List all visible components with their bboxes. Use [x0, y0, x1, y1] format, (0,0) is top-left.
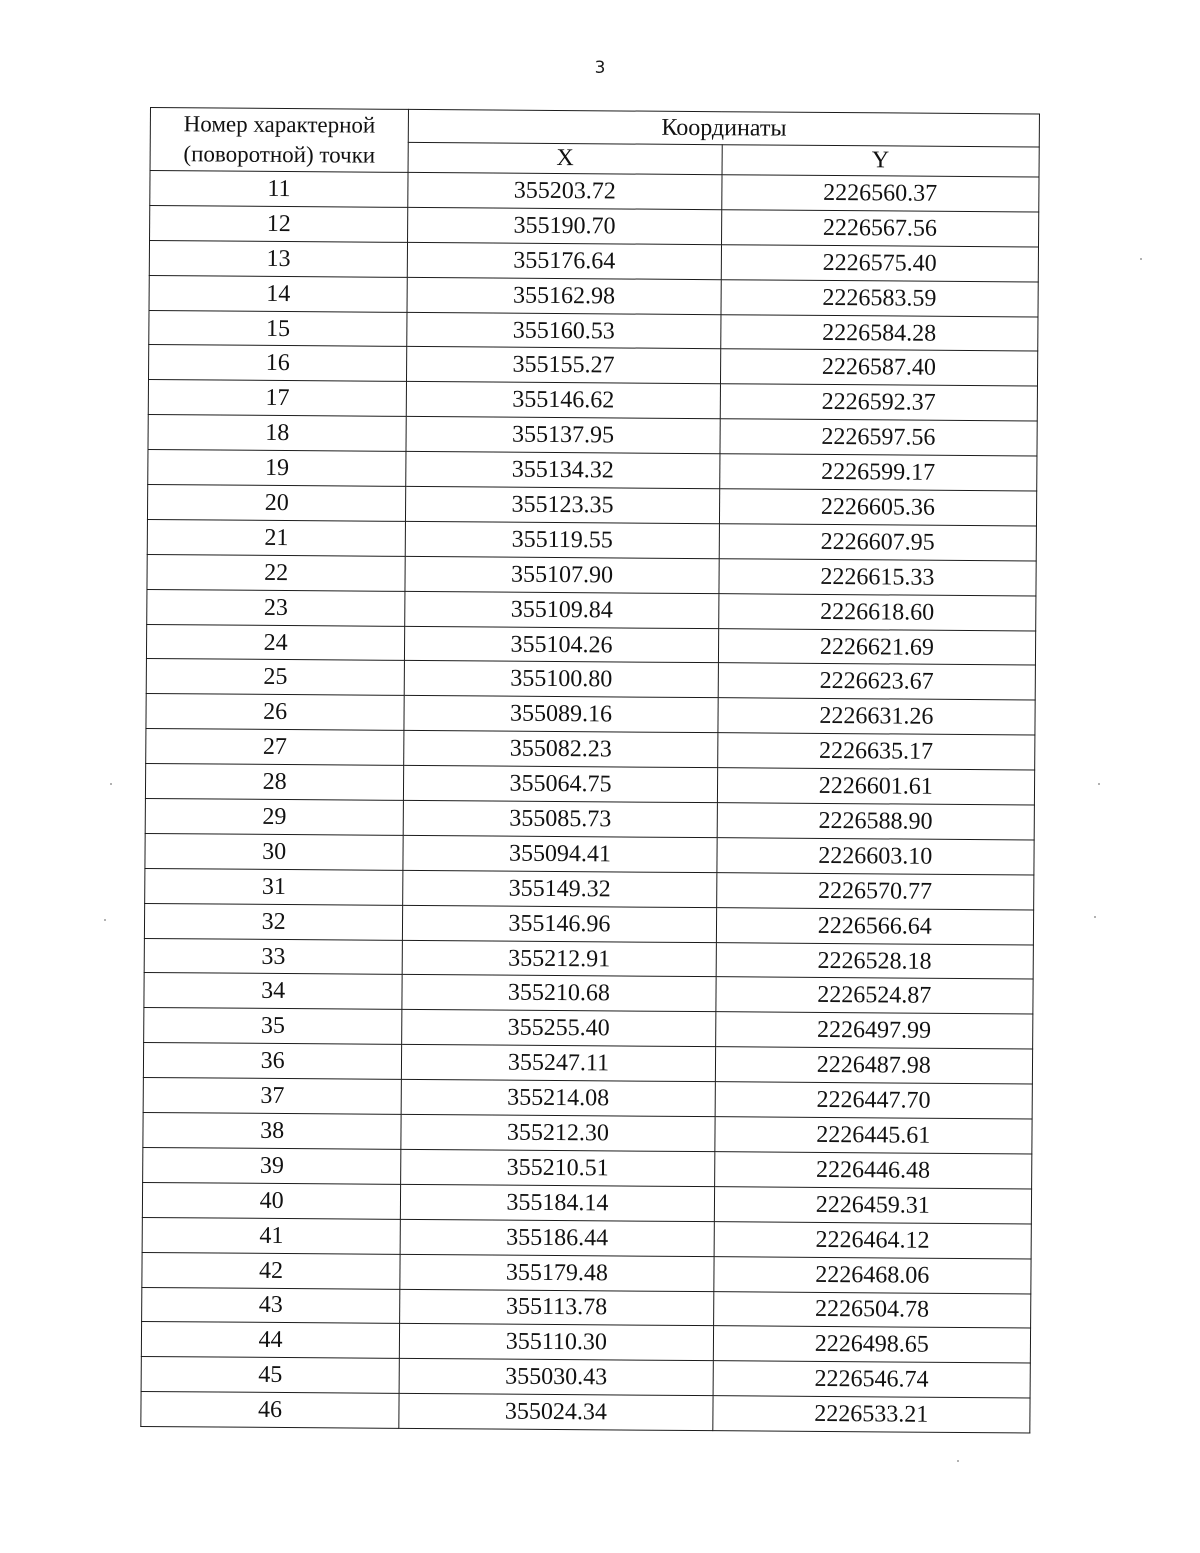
x-coordinate-cell: 355255.40	[402, 1010, 716, 1047]
y-coordinate-cell: 2226587.40	[720, 349, 1038, 386]
y-coordinate-cell: 2226546.74	[713, 1361, 1031, 1398]
x-coordinate-cell: 355024.34	[399, 1394, 713, 1431]
y-coordinate-cell: 2226566.64	[716, 907, 1034, 944]
point-number-cell: 20	[147, 485, 406, 522]
coordinates-table	[140, 107, 1040, 1434]
y-coordinate-cell: 2226635.17	[717, 733, 1035, 770]
point-number-cell: 31	[145, 868, 404, 905]
header-coordinates: Координаты	[409, 109, 1040, 146]
page-number: 3	[594, 58, 606, 78]
y-coordinate-cell: 2226528.18	[716, 942, 1034, 979]
y-coordinate-cell: 2226570.77	[716, 872, 1034, 909]
scan-speck	[1140, 258, 1142, 260]
y-coordinate-cell: 2226599.17	[719, 454, 1037, 491]
header-row-top	[150, 108, 1039, 147]
y-coordinate-cell: 2226464.12	[714, 1221, 1032, 1258]
point-number-cell: 33	[144, 938, 403, 975]
point-number-cell: 19	[148, 450, 407, 487]
x-coordinate-cell: 355110.30	[400, 1324, 714, 1361]
point-number-cell: 21	[147, 519, 406, 556]
point-number-cell: 36	[143, 1043, 402, 1080]
y-coordinate-cell: 2226575.40	[721, 244, 1039, 281]
y-coordinate-cell: 2226623.67	[718, 663, 1036, 700]
x-coordinate-cell: 355137.95	[406, 417, 720, 454]
x-coordinate-cell: 355113.78	[400, 1289, 714, 1326]
x-coordinate-cell: 355134.32	[406, 452, 720, 489]
y-coordinate-cell: 2226497.99	[715, 1012, 1033, 1049]
point-number-cell: 11	[150, 171, 409, 208]
table-body	[141, 171, 1039, 1434]
x-coordinate-cell: 355179.48	[400, 1254, 714, 1291]
x-coordinate-cell: 355210.51	[401, 1149, 715, 1186]
x-coordinate-cell: 355210.68	[402, 975, 716, 1012]
header-y: Y	[722, 144, 1040, 177]
point-number-cell: 27	[146, 729, 405, 766]
table-header	[150, 108, 1039, 178]
y-coordinate-cell: 2226504.78	[713, 1291, 1031, 1328]
x-coordinate-cell: 355184.14	[401, 1184, 715, 1221]
point-number-cell: 25	[146, 659, 405, 696]
header-x: X	[408, 142, 722, 175]
y-coordinate-cell: 2226459.31	[714, 1186, 1032, 1223]
point-number-cell: 28	[145, 764, 404, 801]
x-coordinate-cell: 355109.84	[405, 591, 719, 628]
x-coordinate-cell: 355176.64	[408, 242, 722, 279]
y-coordinate-cell: 2226567.56	[721, 210, 1039, 247]
y-coordinate-cell: 2226584.28	[720, 314, 1038, 351]
point-number-cell: 32	[144, 903, 403, 940]
x-coordinate-cell: 355146.96	[403, 905, 717, 942]
x-coordinate-cell: 355212.30	[401, 1114, 715, 1151]
scan-speck	[110, 783, 112, 785]
y-coordinate-cell: 2226447.70	[715, 1082, 1033, 1119]
y-coordinate-cell: 2226618.60	[718, 593, 1036, 630]
point-number-cell: 30	[145, 833, 404, 870]
coordinates-table-wrapper	[140, 107, 1048, 1434]
point-number-cell: 26	[146, 694, 405, 731]
y-coordinate-cell: 2226445.61	[714, 1117, 1032, 1154]
x-coordinate-cell: 355100.80	[404, 661, 718, 698]
x-coordinate-cell: 355064.75	[404, 766, 718, 803]
x-coordinate-cell: 355085.73	[403, 800, 717, 837]
x-coordinate-cell: 355094.41	[403, 835, 717, 872]
point-number-cell: 17	[148, 380, 407, 417]
table-row	[141, 1392, 1030, 1433]
y-coordinate-cell: 2226607.95	[719, 524, 1037, 561]
y-coordinate-cell: 2226468.06	[713, 1256, 1031, 1293]
x-coordinate-cell: 355107.90	[405, 556, 719, 593]
point-number-cell: 13	[149, 240, 408, 277]
y-coordinate-cell: 2226533.21	[712, 1396, 1030, 1433]
y-coordinate-cell: 2226615.33	[719, 558, 1037, 595]
scan-speck	[1094, 916, 1096, 918]
point-number-cell: 22	[147, 554, 406, 591]
point-number-cell: 35	[144, 1008, 403, 1045]
point-number-cell: 16	[148, 345, 407, 382]
x-coordinate-cell: 355146.62	[407, 382, 721, 419]
scan-speck	[957, 1460, 959, 1462]
y-coordinate-cell: 2226601.61	[717, 768, 1035, 805]
x-coordinate-cell: 355186.44	[400, 1219, 714, 1256]
x-coordinate-cell: 355123.35	[406, 486, 720, 523]
point-number-cell: 45	[141, 1357, 400, 1394]
x-coordinate-cell: 355030.43	[399, 1359, 713, 1396]
point-number-cell: 38	[143, 1113, 402, 1150]
x-coordinate-cell: 355162.98	[407, 277, 721, 314]
y-coordinate-cell: 2226498.65	[713, 1326, 1031, 1363]
point-number-cell: 39	[143, 1147, 402, 1184]
y-coordinate-cell: 2226583.59	[721, 279, 1039, 316]
point-number-cell: 34	[144, 973, 403, 1010]
x-coordinate-cell: 355104.26	[405, 626, 719, 663]
y-coordinate-cell: 2226597.56	[720, 419, 1038, 456]
point-number-cell: 14	[149, 275, 408, 312]
x-coordinate-cell: 355214.08	[401, 1080, 715, 1117]
y-coordinate-cell: 2226524.87	[716, 977, 1034, 1014]
x-coordinate-cell: 355247.11	[402, 1045, 716, 1082]
point-number-cell: 24	[146, 624, 405, 661]
point-number-cell: 15	[149, 310, 408, 347]
x-coordinate-cell: 355089.16	[404, 696, 718, 733]
point-number-cell: 12	[150, 205, 409, 242]
y-coordinate-cell: 2226446.48	[714, 1152, 1032, 1189]
x-coordinate-cell: 355203.72	[408, 172, 722, 209]
point-number-cell: 44	[141, 1322, 400, 1359]
point-number-cell: 43	[142, 1287, 401, 1324]
point-number-cell: 41	[142, 1217, 401, 1254]
point-number-cell: 46	[141, 1392, 400, 1429]
point-number-cell: 18	[148, 415, 407, 452]
x-coordinate-cell: 355082.23	[404, 731, 718, 768]
point-number-cell: 42	[142, 1252, 401, 1289]
scan-speck	[104, 919, 106, 921]
y-coordinate-cell: 2226621.69	[718, 628, 1036, 665]
x-coordinate-cell: 355160.53	[407, 312, 721, 349]
y-coordinate-cell: 2226588.90	[717, 803, 1035, 840]
y-coordinate-cell: 2226487.98	[715, 1047, 1033, 1084]
x-coordinate-cell: 355149.32	[403, 870, 717, 907]
point-number-cell: 29	[145, 799, 404, 836]
point-number-cell: 23	[147, 589, 406, 626]
header-point-number: Номер характерной (поворотной) точки	[150, 108, 409, 173]
y-coordinate-cell: 2226592.37	[720, 384, 1038, 421]
x-coordinate-cell: 355155.27	[407, 347, 721, 384]
y-coordinate-cell: 2226631.26	[718, 698, 1036, 735]
y-coordinate-cell: 2226603.10	[717, 838, 1035, 875]
y-coordinate-cell: 2226605.36	[719, 489, 1037, 526]
x-coordinate-cell: 355119.55	[405, 521, 719, 558]
x-coordinate-cell: 355190.70	[408, 207, 722, 244]
point-number-cell: 40	[142, 1182, 401, 1219]
x-coordinate-cell: 355212.91	[402, 940, 716, 977]
scan-speck	[1098, 783, 1100, 785]
y-coordinate-cell: 2226560.37	[721, 175, 1039, 212]
point-number-cell: 37	[143, 1078, 402, 1115]
